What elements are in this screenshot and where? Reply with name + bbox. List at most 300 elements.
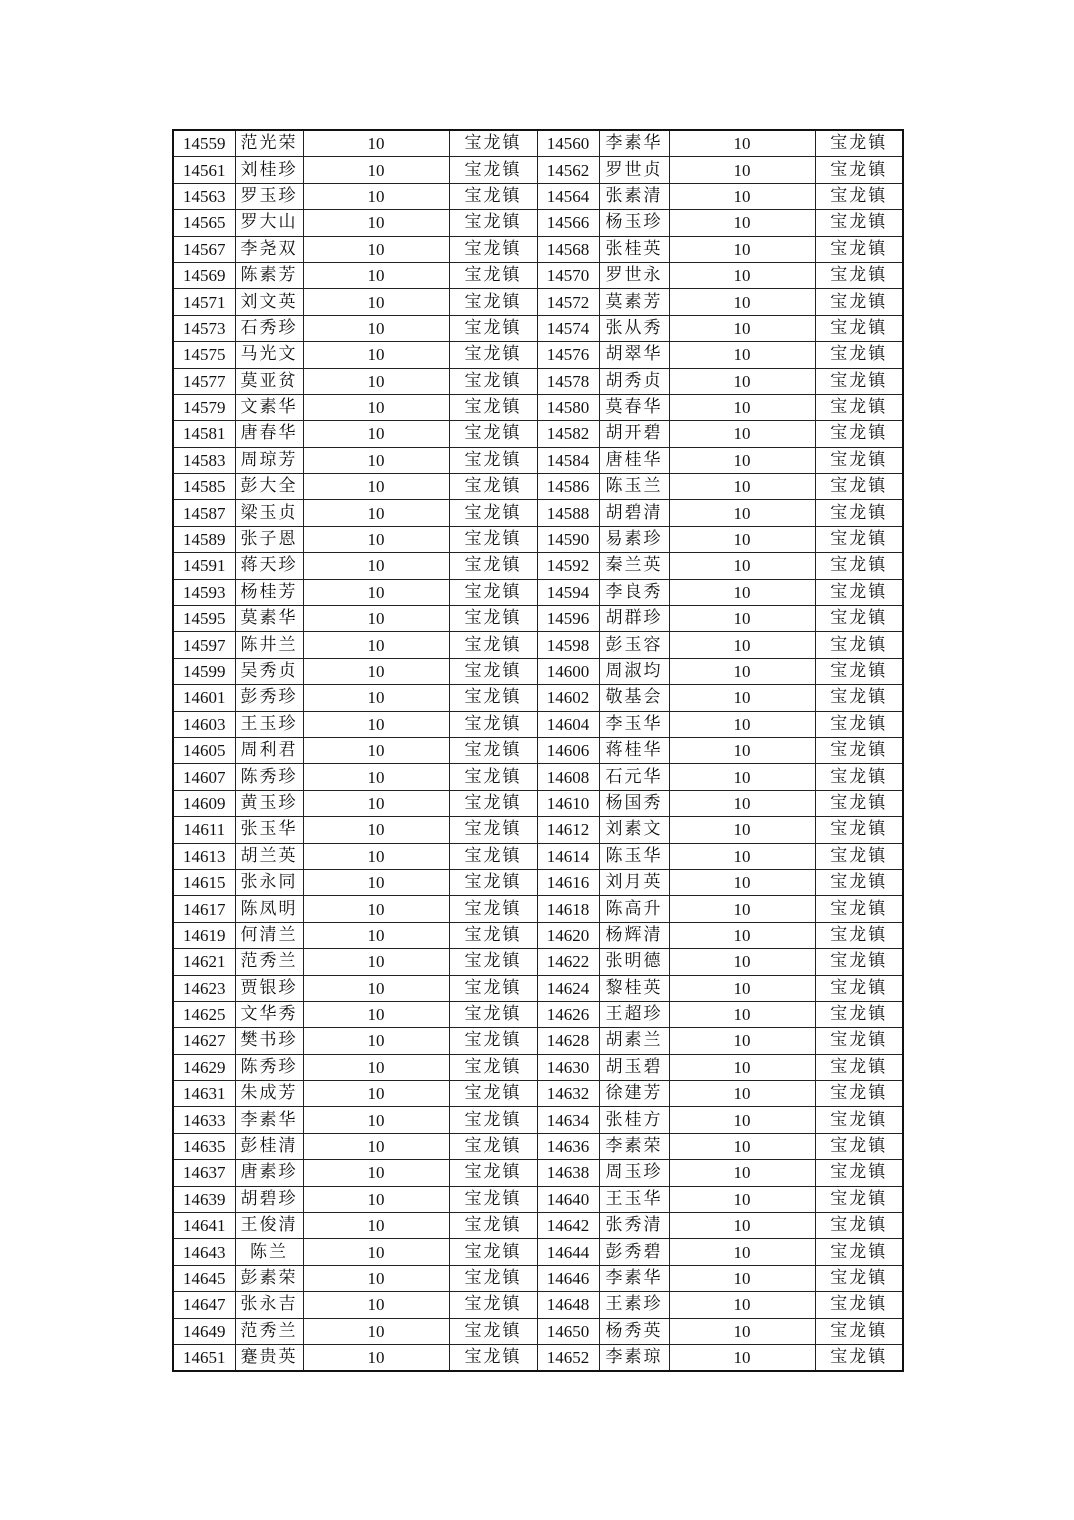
right-town-cell: 宝龙镇 <box>815 1292 903 1318</box>
table-row <box>173 157 903 183</box>
right-amount-cell: 10 <box>669 790 815 816</box>
right-town-cell: 宝龙镇 <box>815 1318 903 1344</box>
left-name-cell: 范秀兰 <box>235 1318 303 1344</box>
right-amount-cell: 10 <box>669 579 815 605</box>
left-id-cell: 14559 <box>173 130 235 157</box>
right-name-cell: 黎桂英 <box>599 975 669 1001</box>
left-name-cell: 黄玉珍 <box>235 790 303 816</box>
right-id-cell: 14592 <box>537 553 599 579</box>
right-amount-cell: 10 <box>669 368 815 394</box>
left-id-cell: 14621 <box>173 949 235 975</box>
left-name-cell: 张永吉 <box>235 1292 303 1318</box>
table-row <box>173 817 903 843</box>
left-id-cell: 14563 <box>173 183 235 209</box>
table-row <box>173 315 903 341</box>
right-name-cell: 杨辉清 <box>599 922 669 948</box>
right-town-cell: 宝龙镇 <box>815 975 903 1001</box>
right-amount-cell: 10 <box>669 500 815 526</box>
right-town-cell: 宝龙镇 <box>815 342 903 368</box>
left-town-cell: 宝龙镇 <box>449 421 537 447</box>
left-amount-cell: 10 <box>303 1344 449 1371</box>
right-name-cell: 张素清 <box>599 183 669 209</box>
table-row <box>173 896 903 922</box>
table-row <box>173 658 903 684</box>
left-town-cell: 宝龙镇 <box>449 869 537 895</box>
right-town-cell: 宝龙镇 <box>815 553 903 579</box>
left-town-cell: 宝龙镇 <box>449 949 537 975</box>
right-amount-cell: 10 <box>669 949 815 975</box>
left-town-cell: 宝龙镇 <box>449 315 537 341</box>
right-amount-cell: 10 <box>669 658 815 684</box>
table-row <box>173 843 903 869</box>
left-name-cell: 樊书珍 <box>235 1028 303 1054</box>
left-town-cell: 宝龙镇 <box>449 1028 537 1054</box>
right-id-cell: 14638 <box>537 1160 599 1186</box>
table-row <box>173 922 903 948</box>
left-town-cell: 宝龙镇 <box>449 1001 537 1027</box>
left-name-cell: 莫亚贫 <box>235 368 303 394</box>
left-name-cell: 罗玉珍 <box>235 183 303 209</box>
right-id-cell: 14562 <box>537 157 599 183</box>
left-id-cell: 14589 <box>173 526 235 552</box>
left-id-cell: 14647 <box>173 1292 235 1318</box>
right-town-cell: 宝龙镇 <box>815 1186 903 1212</box>
left-name-cell: 马光文 <box>235 342 303 368</box>
roster-body <box>173 130 903 1371</box>
right-amount-cell: 10 <box>669 869 815 895</box>
right-id-cell: 14652 <box>537 1344 599 1371</box>
left-name-cell: 王玉珍 <box>235 711 303 737</box>
left-amount-cell: 10 <box>303 1054 449 1080</box>
left-amount-cell: 10 <box>303 474 449 500</box>
left-name-cell: 朱成芳 <box>235 1081 303 1107</box>
right-town-cell: 宝龙镇 <box>815 262 903 288</box>
left-id-cell: 14609 <box>173 790 235 816</box>
table-row <box>173 1292 903 1318</box>
right-name-cell: 胡翠华 <box>599 342 669 368</box>
left-name-cell: 彭桂清 <box>235 1133 303 1159</box>
left-name-cell: 杨桂芳 <box>235 579 303 605</box>
right-id-cell: 14616 <box>537 869 599 895</box>
left-amount-cell: 10 <box>303 342 449 368</box>
left-name-cell: 莫素华 <box>235 606 303 632</box>
left-id-cell: 14569 <box>173 262 235 288</box>
table-row <box>173 421 903 447</box>
right-name-cell: 李玉华 <box>599 711 669 737</box>
left-id-cell: 14649 <box>173 1318 235 1344</box>
right-amount-cell: 10 <box>669 421 815 447</box>
left-town-cell: 宝龙镇 <box>449 1265 537 1291</box>
right-name-cell: 石元华 <box>599 764 669 790</box>
left-name-cell: 王俊清 <box>235 1213 303 1239</box>
right-amount-cell: 10 <box>669 737 815 763</box>
left-name-cell: 胡碧珍 <box>235 1186 303 1212</box>
right-id-cell: 14648 <box>537 1292 599 1318</box>
right-amount-cell: 10 <box>669 1160 815 1186</box>
right-amount-cell: 10 <box>669 1265 815 1291</box>
left-amount-cell: 10 <box>303 658 449 684</box>
right-amount-cell: 10 <box>669 526 815 552</box>
table-row <box>173 526 903 552</box>
right-amount-cell: 10 <box>669 1186 815 1212</box>
right-id-cell: 14604 <box>537 711 599 737</box>
right-name-cell: 蒋桂华 <box>599 737 669 763</box>
right-town-cell: 宝龙镇 <box>815 949 903 975</box>
left-id-cell: 14613 <box>173 843 235 869</box>
right-amount-cell: 10 <box>669 394 815 420</box>
right-amount-cell: 10 <box>669 236 815 262</box>
right-town-cell: 宝龙镇 <box>815 790 903 816</box>
left-amount-cell: 10 <box>303 1001 449 1027</box>
left-amount-cell: 10 <box>303 975 449 1001</box>
left-town-cell: 宝龙镇 <box>449 1107 537 1133</box>
right-amount-cell: 10 <box>669 1292 815 1318</box>
left-town-cell: 宝龙镇 <box>449 1239 537 1265</box>
table-row <box>173 1265 903 1291</box>
left-amount-cell: 10 <box>303 1081 449 1107</box>
table-row <box>173 236 903 262</box>
left-town-cell: 宝龙镇 <box>449 1186 537 1212</box>
table-row <box>173 579 903 605</box>
right-amount-cell: 10 <box>669 685 815 711</box>
right-name-cell: 刘月英 <box>599 869 669 895</box>
right-amount-cell: 10 <box>669 1107 815 1133</box>
left-id-cell: 14583 <box>173 447 235 473</box>
left-town-cell: 宝龙镇 <box>449 1081 537 1107</box>
left-id-cell: 14627 <box>173 1028 235 1054</box>
left-id-cell: 14573 <box>173 315 235 341</box>
right-name-cell: 张桂方 <box>599 1107 669 1133</box>
table-row <box>173 1133 903 1159</box>
left-amount-cell: 10 <box>303 632 449 658</box>
right-town-cell: 宝龙镇 <box>815 526 903 552</box>
left-id-cell: 14651 <box>173 1344 235 1371</box>
left-name-cell: 陈兰 <box>235 1239 303 1265</box>
right-town-cell: 宝龙镇 <box>815 421 903 447</box>
right-town-cell: 宝龙镇 <box>815 447 903 473</box>
table-row <box>173 1213 903 1239</box>
right-amount-cell: 10 <box>669 130 815 157</box>
left-id-cell: 14645 <box>173 1265 235 1291</box>
left-town-cell: 宝龙镇 <box>449 922 537 948</box>
left-name-cell: 彭素荣 <box>235 1265 303 1291</box>
right-amount-cell: 10 <box>669 975 815 1001</box>
left-amount-cell: 10 <box>303 949 449 975</box>
right-town-cell: 宝龙镇 <box>815 1081 903 1107</box>
left-amount-cell: 10 <box>303 368 449 394</box>
left-name-cell: 陈井兰 <box>235 632 303 658</box>
right-town-cell: 宝龙镇 <box>815 658 903 684</box>
left-town-cell: 宝龙镇 <box>449 368 537 394</box>
right-amount-cell: 10 <box>669 1213 815 1239</box>
left-id-cell: 14587 <box>173 500 235 526</box>
left-town-cell: 宝龙镇 <box>449 579 537 605</box>
right-town-cell: 宝龙镇 <box>815 737 903 763</box>
right-name-cell: 李素华 <box>599 1265 669 1291</box>
right-id-cell: 14566 <box>537 210 599 236</box>
left-amount-cell: 10 <box>303 922 449 948</box>
left-town-cell: 宝龙镇 <box>449 896 537 922</box>
right-name-cell: 易素珍 <box>599 526 669 552</box>
left-id-cell: 14585 <box>173 474 235 500</box>
left-amount-cell: 10 <box>303 869 449 895</box>
right-id-cell: 14608 <box>537 764 599 790</box>
right-id-cell: 14642 <box>537 1213 599 1239</box>
table-row <box>173 632 903 658</box>
table-row <box>173 210 903 236</box>
left-amount-cell: 10 <box>303 1107 449 1133</box>
table-row <box>173 1081 903 1107</box>
left-id-cell: 14601 <box>173 685 235 711</box>
left-amount-cell: 10 <box>303 579 449 605</box>
left-amount-cell: 10 <box>303 500 449 526</box>
right-amount-cell: 10 <box>669 315 815 341</box>
right-id-cell: 14582 <box>537 421 599 447</box>
right-name-cell: 敬基会 <box>599 685 669 711</box>
left-amount-cell: 10 <box>303 764 449 790</box>
right-id-cell: 14570 <box>537 262 599 288</box>
left-name-cell: 蹇贵英 <box>235 1344 303 1371</box>
table-row <box>173 262 903 288</box>
right-id-cell: 14644 <box>537 1239 599 1265</box>
table-row <box>173 1001 903 1027</box>
right-id-cell: 14636 <box>537 1133 599 1159</box>
right-amount-cell: 10 <box>669 1318 815 1344</box>
left-id-cell: 14633 <box>173 1107 235 1133</box>
right-amount-cell: 10 <box>669 632 815 658</box>
right-amount-cell: 10 <box>669 1028 815 1054</box>
left-town-cell: 宝龙镇 <box>449 289 537 315</box>
table-row <box>173 1107 903 1133</box>
left-town-cell: 宝龙镇 <box>449 632 537 658</box>
right-town-cell: 宝龙镇 <box>815 1213 903 1239</box>
left-town-cell: 宝龙镇 <box>449 526 537 552</box>
right-name-cell: 李素琼 <box>599 1344 669 1371</box>
right-town-cell: 宝龙镇 <box>815 315 903 341</box>
left-town-cell: 宝龙镇 <box>449 1318 537 1344</box>
right-amount-cell: 10 <box>669 606 815 632</box>
right-town-cell: 宝龙镇 <box>815 843 903 869</box>
right-id-cell: 14646 <box>537 1265 599 1291</box>
left-name-cell: 文素华 <box>235 394 303 420</box>
right-town-cell: 宝龙镇 <box>815 606 903 632</box>
right-amount-cell: 10 <box>669 342 815 368</box>
right-id-cell: 14624 <box>537 975 599 1001</box>
right-id-cell: 14588 <box>537 500 599 526</box>
right-town-cell: 宝龙镇 <box>815 1265 903 1291</box>
left-id-cell: 14571 <box>173 289 235 315</box>
right-town-cell: 宝龙镇 <box>815 1344 903 1371</box>
right-name-cell: 张从秀 <box>599 315 669 341</box>
left-amount-cell: 10 <box>303 210 449 236</box>
left-id-cell: 14643 <box>173 1239 235 1265</box>
left-town-cell: 宝龙镇 <box>449 210 537 236</box>
right-name-cell: 杨国秀 <box>599 790 669 816</box>
left-id-cell: 14581 <box>173 421 235 447</box>
roster-table <box>172 129 904 1372</box>
right-town-cell: 宝龙镇 <box>815 500 903 526</box>
right-id-cell: 14572 <box>537 289 599 315</box>
left-name-cell: 陈秀珍 <box>235 1054 303 1080</box>
left-town-cell: 宝龙镇 <box>449 975 537 1001</box>
right-name-cell: 李素荣 <box>599 1133 669 1159</box>
right-id-cell: 14606 <box>537 737 599 763</box>
right-id-cell: 14584 <box>537 447 599 473</box>
left-id-cell: 14629 <box>173 1054 235 1080</box>
table-row <box>173 606 903 632</box>
left-town-cell: 宝龙镇 <box>449 342 537 368</box>
right-name-cell: 张秀清 <box>599 1213 669 1239</box>
right-name-cell: 莫春华 <box>599 394 669 420</box>
right-name-cell: 唐桂华 <box>599 447 669 473</box>
left-town-cell: 宝龙镇 <box>449 447 537 473</box>
left-name-cell: 贾银珍 <box>235 975 303 1001</box>
left-name-cell: 刘桂珍 <box>235 157 303 183</box>
left-id-cell: 14637 <box>173 1160 235 1186</box>
left-name-cell: 彭大全 <box>235 474 303 500</box>
table-row <box>173 685 903 711</box>
right-town-cell: 宝龙镇 <box>815 632 903 658</box>
right-town-cell: 宝龙镇 <box>815 896 903 922</box>
table-row <box>173 1344 903 1371</box>
table-row <box>173 1054 903 1080</box>
left-id-cell: 14579 <box>173 394 235 420</box>
table-row <box>173 949 903 975</box>
right-amount-cell: 10 <box>669 289 815 315</box>
right-town-cell: 宝龙镇 <box>815 764 903 790</box>
left-amount-cell: 10 <box>303 685 449 711</box>
left-name-cell: 陈秀珍 <box>235 764 303 790</box>
right-town-cell: 宝龙镇 <box>815 394 903 420</box>
left-town-cell: 宝龙镇 <box>449 1133 537 1159</box>
right-amount-cell: 10 <box>669 1054 815 1080</box>
right-town-cell: 宝龙镇 <box>815 1001 903 1027</box>
left-town-cell: 宝龙镇 <box>449 1344 537 1371</box>
right-town-cell: 宝龙镇 <box>815 1133 903 1159</box>
left-id-cell: 14575 <box>173 342 235 368</box>
left-amount-cell: 10 <box>303 737 449 763</box>
table-row <box>173 869 903 895</box>
right-name-cell: 彭玉容 <box>599 632 669 658</box>
left-id-cell: 14631 <box>173 1081 235 1107</box>
left-amount-cell: 10 <box>303 236 449 262</box>
right-amount-cell: 10 <box>669 922 815 948</box>
right-town-cell: 宝龙镇 <box>815 869 903 895</box>
table-row <box>173 1318 903 1344</box>
left-name-cell: 罗大山 <box>235 210 303 236</box>
table-row <box>173 500 903 526</box>
left-name-cell: 范秀兰 <box>235 949 303 975</box>
right-id-cell: 14586 <box>537 474 599 500</box>
table-row <box>173 342 903 368</box>
left-amount-cell: 10 <box>303 183 449 209</box>
table-row <box>173 1186 903 1212</box>
right-name-cell: 王玉华 <box>599 1186 669 1212</box>
right-town-cell: 宝龙镇 <box>815 1239 903 1265</box>
left-town-cell: 宝龙镇 <box>449 817 537 843</box>
left-id-cell: 14561 <box>173 157 235 183</box>
right-amount-cell: 10 <box>669 157 815 183</box>
table-row <box>173 553 903 579</box>
right-id-cell: 14598 <box>537 632 599 658</box>
left-name-cell: 周利君 <box>235 737 303 763</box>
right-town-cell: 宝龙镇 <box>815 130 903 157</box>
right-town-cell: 宝龙镇 <box>815 1107 903 1133</box>
left-amount-cell: 10 <box>303 1318 449 1344</box>
right-name-cell: 徐建芳 <box>599 1081 669 1107</box>
left-town-cell: 宝龙镇 <box>449 236 537 262</box>
left-name-cell: 张子恩 <box>235 526 303 552</box>
left-name-cell: 周琼芳 <box>235 447 303 473</box>
table-row <box>173 737 903 763</box>
right-amount-cell: 10 <box>669 1001 815 1027</box>
right-name-cell: 罗世贞 <box>599 157 669 183</box>
left-amount-cell: 10 <box>303 447 449 473</box>
left-amount-cell: 10 <box>303 262 449 288</box>
right-id-cell: 14640 <box>537 1186 599 1212</box>
left-id-cell: 14593 <box>173 579 235 605</box>
right-name-cell: 陈高升 <box>599 896 669 922</box>
left-town-cell: 宝龙镇 <box>449 394 537 420</box>
right-id-cell: 14590 <box>537 526 599 552</box>
table-row <box>173 183 903 209</box>
right-name-cell: 李良秀 <box>599 579 669 605</box>
right-id-cell: 14576 <box>537 342 599 368</box>
left-town-cell: 宝龙镇 <box>449 790 537 816</box>
table-row <box>173 474 903 500</box>
left-town-cell: 宝龙镇 <box>449 1213 537 1239</box>
left-id-cell: 14599 <box>173 658 235 684</box>
right-id-cell: 14602 <box>537 685 599 711</box>
table-row <box>173 289 903 315</box>
right-name-cell: 陈玉兰 <box>599 474 669 500</box>
left-amount-cell: 10 <box>303 1186 449 1212</box>
left-name-cell: 吴秀贞 <box>235 658 303 684</box>
left-town-cell: 宝龙镇 <box>449 1054 537 1080</box>
left-id-cell: 14641 <box>173 1213 235 1239</box>
right-name-cell: 胡开碧 <box>599 421 669 447</box>
left-id-cell: 14565 <box>173 210 235 236</box>
right-id-cell: 14574 <box>537 315 599 341</box>
left-id-cell: 14639 <box>173 1186 235 1212</box>
left-town-cell: 宝龙镇 <box>449 130 537 157</box>
right-id-cell: 14594 <box>537 579 599 605</box>
left-id-cell: 14597 <box>173 632 235 658</box>
left-name-cell: 陈素芳 <box>235 262 303 288</box>
left-id-cell: 14617 <box>173 896 235 922</box>
table-row <box>173 1160 903 1186</box>
left-name-cell: 文华秀 <box>235 1001 303 1027</box>
left-id-cell: 14605 <box>173 737 235 763</box>
right-amount-cell: 10 <box>669 1239 815 1265</box>
table-row <box>173 975 903 1001</box>
right-id-cell: 14578 <box>537 368 599 394</box>
left-amount-cell: 10 <box>303 421 449 447</box>
right-amount-cell: 10 <box>669 447 815 473</box>
left-amount-cell: 10 <box>303 289 449 315</box>
right-id-cell: 14614 <box>537 843 599 869</box>
left-name-cell: 胡兰英 <box>235 843 303 869</box>
left-amount-cell: 10 <box>303 843 449 869</box>
table-row <box>173 447 903 473</box>
left-name-cell: 石秀珍 <box>235 315 303 341</box>
right-amount-cell: 10 <box>669 262 815 288</box>
left-name-cell: 刘文英 <box>235 289 303 315</box>
right-name-cell: 胡碧清 <box>599 500 669 526</box>
right-amount-cell: 10 <box>669 817 815 843</box>
left-amount-cell: 10 <box>303 315 449 341</box>
right-id-cell: 14650 <box>537 1318 599 1344</box>
